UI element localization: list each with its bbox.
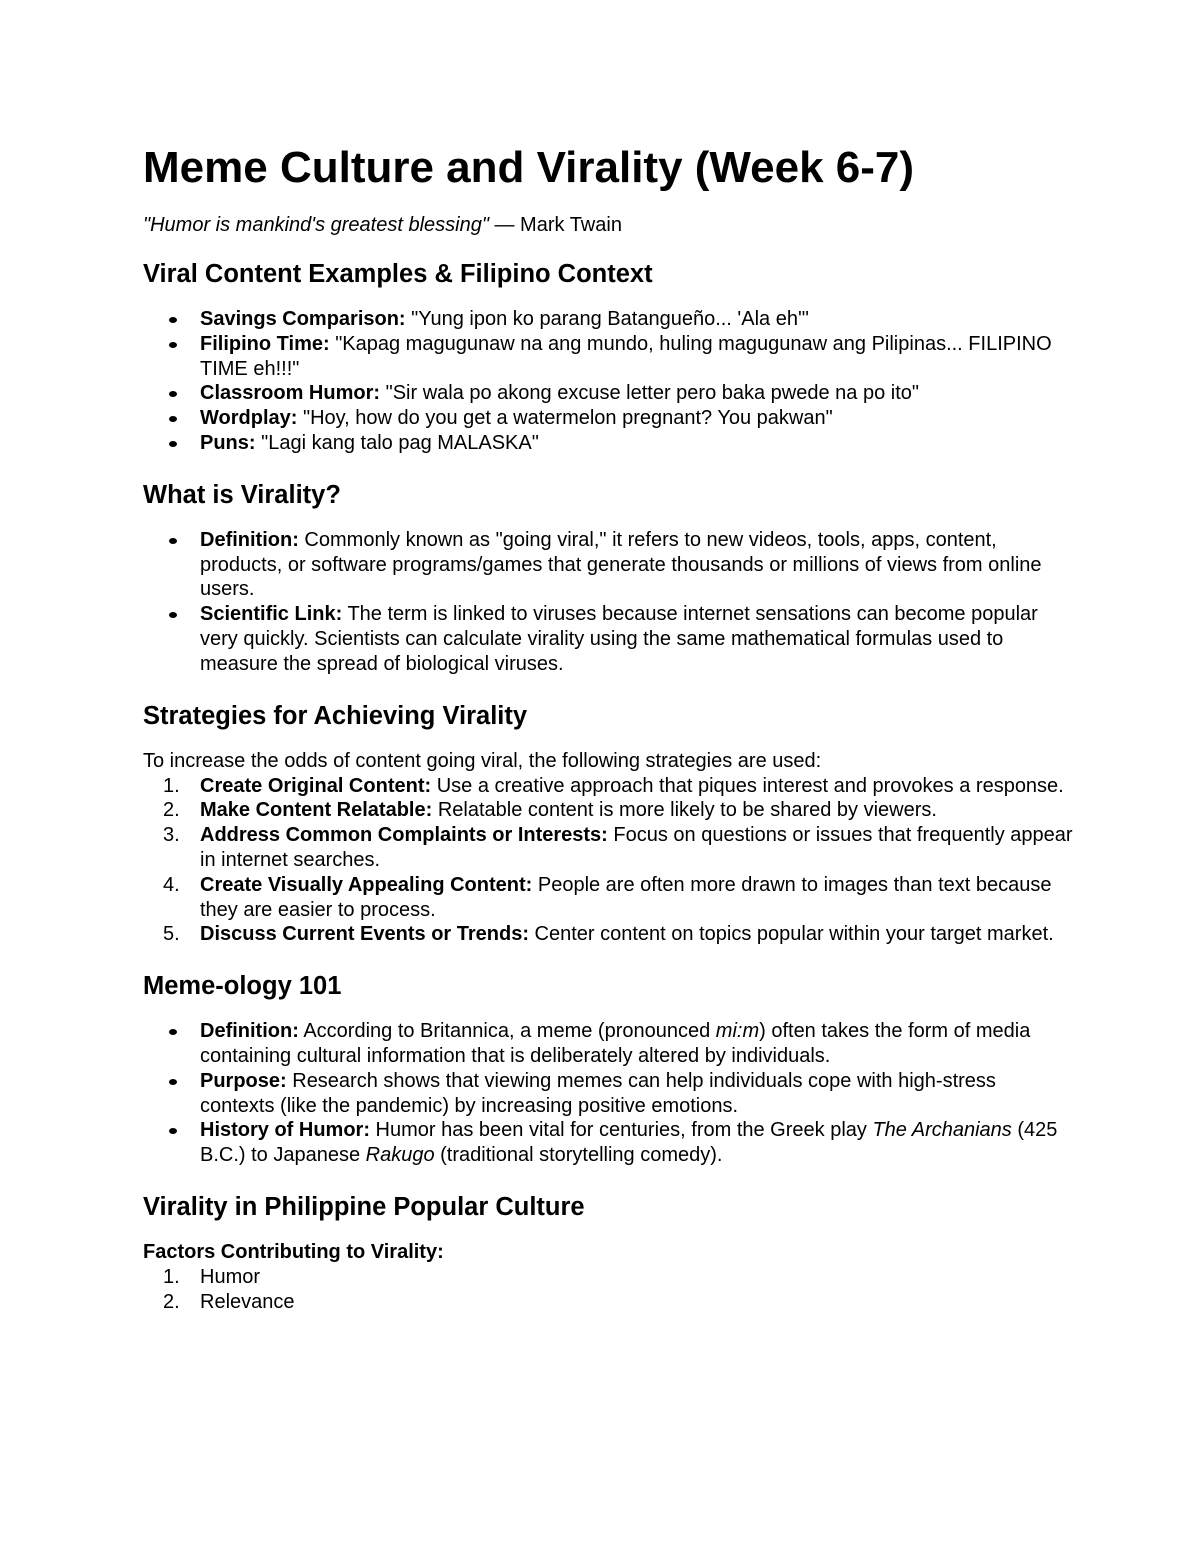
memeology-list: [143, 1019, 1073, 1168]
item-text: Research shows that viewing memes can help individuals cope with high-stress contexts (like the pandemic) by increasing positive emotions.: [200, 1069, 996, 1117]
list-item: [143, 602, 1073, 676]
list-item: [143, 873, 1073, 923]
item-text: People are often more drawn to images than text because they are easier to process.: [200, 873, 1052, 921]
section-spacer: [143, 947, 1073, 970]
item-text-italic: Rakugo: [365, 1144, 435, 1167]
item-text: Use a creative approach that piques interest and provokes a response.: [431, 774, 1064, 797]
bullet-icon: [169, 317, 177, 323]
section-heading-what-is-virality: What is Virality?: [143, 480, 341, 509]
item-text: Humor has been vital for centuries, from the Greek play: [370, 1119, 873, 1142]
list-item: [143, 528, 1073, 602]
item-label: Create Original Content:: [200, 774, 432, 797]
item-text-italic: mi:m: [715, 1020, 760, 1043]
item-label: Definition:: [200, 528, 299, 551]
item-label: Classroom Humor:: [200, 382, 381, 405]
list-item: [143, 406, 1073, 431]
item-number: 4.: [163, 873, 180, 896]
bullet-icon: [169, 538, 177, 544]
bullet-icon: [169, 1079, 177, 1085]
bullet-icon: [169, 416, 177, 422]
ph-culture-subheading: Factors Contributing to Virality:: [143, 1240, 444, 1263]
item-label: Purpose:: [200, 1069, 287, 1092]
item-text: "Kapag magugunaw na ang mundo, huling magugunaw ang Pilipinas... FILIPINO TIME eh!!!": [200, 332, 1052, 380]
item-number: 2.: [163, 799, 180, 822]
ph-culture-factors-list: [143, 1265, 1073, 1315]
item-text: Relevance: [200, 1290, 295, 1313]
item-text: Humor: [200, 1265, 261, 1288]
section-spacer: [143, 1168, 1073, 1191]
list-item: [143, 1069, 1073, 1119]
item-text: Center content on topics popular within your target market.: [528, 923, 1054, 946]
list-item: [143, 823, 1073, 873]
section-spacer: [143, 456, 1073, 479]
viral-examples-list: [143, 307, 1073, 456]
item-text: Commonly known as "going viral," it refers to new videos, tools, apps, content, products, or software programs/games that generate thousands or millions of views from online users.: [200, 528, 1042, 601]
item-text: "Lagi kang talo pag MALASKA": [255, 431, 539, 454]
what-is-virality-list: [143, 528, 1073, 677]
item-text: Focus on questions or issues that frequently appear in internet searches.: [200, 824, 1073, 871]
section-heading-viral-examples: Viral Content Examples & Filipino Context: [143, 260, 653, 288]
quote-attribution: — Mark Twain: [488, 214, 622, 236]
item-text: (425 B.C.) to Japanese: [200, 1119, 1058, 1167]
quote-text: "Humor is mankind's greatest blessing": [143, 214, 489, 236]
document-page: [143, 138, 1073, 1315]
item-label: Savings Comparison:: [200, 308, 406, 330]
list-item: [143, 1290, 1073, 1315]
item-text: (traditional storytelling comedy).: [434, 1144, 723, 1167]
list-item: [143, 798, 1073, 823]
item-label: Address Common Complaints or Interests:: [200, 824, 608, 847]
section-heading-strategies: Strategies for Achieving Virality: [143, 701, 528, 730]
page-title: Meme Culture and Virality (Week 6-7): [143, 143, 915, 192]
item-number: 1.: [163, 774, 180, 797]
item-text: "Hoy, how do you get a watermelon pregnant? You pakwan": [297, 407, 833, 430]
item-number: 1.: [163, 1265, 180, 1288]
item-label: Make Content Relatable:: [200, 799, 433, 822]
bullet-icon: [169, 612, 177, 618]
epigraph-quote: [143, 212, 1073, 238]
list-item: [143, 1265, 1073, 1290]
list-item: [143, 431, 1073, 456]
item-label: Discuss Current Events or Trends:: [200, 923, 529, 946]
list-item: [143, 332, 1073, 382]
section-spacer: [143, 677, 1073, 700]
item-label: Wordplay:: [200, 407, 298, 430]
list-item: [143, 1019, 1073, 1069]
item-label: Definition:: [200, 1020, 299, 1043]
item-label: History of Humor:: [200, 1119, 370, 1142]
item-text: Relatable content is more likely to be shared by viewers.: [432, 799, 937, 822]
item-text: ) often takes the form of media containing cultural information that is deliberately altered by individuals.: [200, 1020, 1031, 1067]
item-label: Create Visually Appealing Content:: [200, 873, 533, 896]
item-text: The term is linked to viruses because internet sensations can become popular very quickly. Scientists can calculate virality using the same mathematical formulas used to measure the spread of biological viruses.: [200, 603, 1038, 675]
item-text-italic: The Archanians: [872, 1119, 1012, 1142]
list-item: [143, 381, 1073, 406]
item-label: Filipino Time:: [200, 332, 330, 355]
list-item: [143, 307, 1073, 332]
list-item: [143, 774, 1073, 799]
item-number: 2.: [163, 1290, 180, 1313]
item-text: According to Britannica, a meme (pronounced: [298, 1020, 716, 1043]
bullet-icon: [169, 1029, 177, 1035]
bullet-icon: [169, 391, 177, 397]
item-text: "Sir wala po akong excuse letter pero baka pwede na po ito": [380, 382, 920, 405]
section-heading-ph-culture: Virality in Philippine Popular Culture: [143, 1192, 585, 1221]
bullet-icon: [169, 1128, 177, 1134]
list-item: [143, 922, 1073, 947]
item-label: Puns:: [200, 431, 256, 454]
item-label: Scientific Link:: [200, 603, 343, 626]
bullet-icon: [169, 441, 177, 447]
item-number: 5.: [163, 923, 180, 946]
item-number: 3.: [163, 824, 180, 847]
bullet-icon: [169, 342, 177, 348]
strategies-intro: To increase the odds of content going viral, the following strategies are used:: [143, 749, 822, 772]
section-heading-memeology: Meme-ology 101: [143, 972, 342, 1001]
item-text: "Yung ipon ko parang Batangueño... 'Ala eh'": [405, 308, 809, 330]
strategies-list: [143, 774, 1073, 948]
list-item: [143, 1118, 1073, 1168]
